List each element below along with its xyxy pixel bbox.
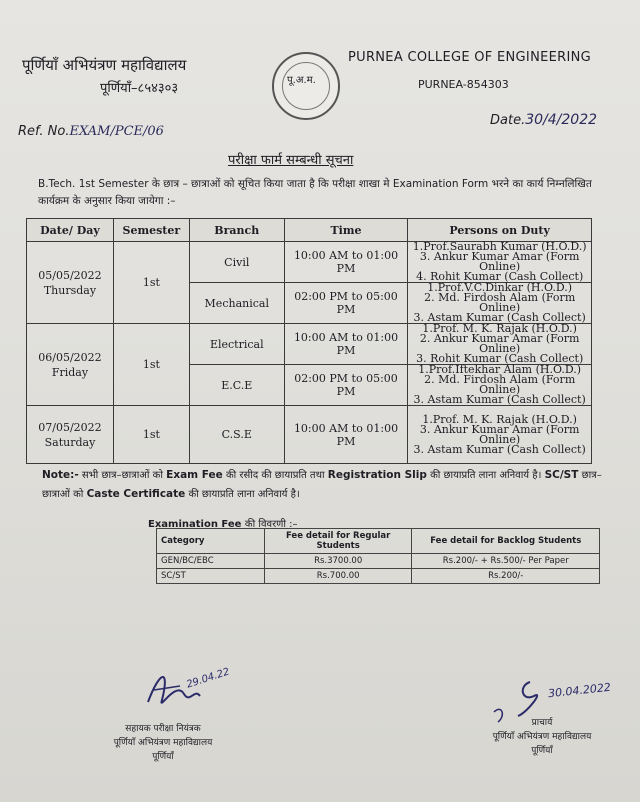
date-day-cell — [27, 242, 114, 324]
header-semester: Semester — [113, 219, 189, 242]
fee-header-backlog: Fee detail for Backlog Students — [412, 529, 600, 554]
person-line: 3. Ankur Kumar Amar (Form Online) — [419, 422, 580, 446]
person-line: 2. Md. Firdosh Alam (Form Online) — [424, 373, 576, 396]
person-line: 3. Ankur Kumar Amar (Form Online) — [419, 250, 580, 273]
semester-cell: 1st — [113, 324, 189, 406]
branch-cell: E.C.E — [189, 365, 284, 406]
fee-category: SC/ST — [157, 569, 265, 584]
person-line: 1.Prof.Saurabh Kumar (H.O.D.) — [412, 240, 587, 253]
table-row — [157, 569, 600, 584]
notice-title: परीक्षा फार्म सम्बन्धी सूचना — [228, 153, 354, 168]
table-row — [27, 406, 592, 464]
header-persons-on-duty: Persons on Duty — [408, 219, 592, 242]
date: 06/05/2022 — [38, 350, 102, 364]
fee-backlog: Rs.200/- — [412, 569, 600, 584]
time-cell: 10:00 AM to 01:00 PM — [284, 242, 408, 283]
note-text: की छायाप्रति लाना अनिवार्य है। — [188, 489, 300, 500]
date-day-cell — [27, 406, 114, 464]
left-signatory-city: पूर्णियाँ — [152, 752, 174, 762]
person-line: 2. Md. Firdosh Alam (Form Online) — [424, 291, 576, 314]
college-name-hindi: पूर्णियाँ अभियंत्रण महाविद्यालय — [22, 56, 187, 74]
day: Saturday — [44, 435, 96, 449]
logo-text: पू.अ.म. — [287, 75, 316, 86]
right-signatory-college: पूर्णियाँ अभियंत्रण महाविद्यालय — [492, 732, 592, 742]
time-cell: 10:00 AM to 01:00 PM — [284, 324, 408, 365]
fee-header-regular: Fee detail for Regular Students — [264, 529, 412, 554]
note-label: Note:- — [42, 469, 79, 481]
person-line: 3. Rohit Kumar (Cash Collect) — [416, 352, 584, 365]
header-date-day: Date/ Day — [27, 219, 114, 242]
fee-regular: Rs.700.00 — [264, 569, 412, 584]
assistant-controller-signature — [140, 660, 260, 720]
schedule-header-row — [27, 219, 592, 242]
time-cell: 02:00 PM to 05:00 PM — [284, 283, 408, 324]
ref-value: EXAM/PCE/06 — [69, 124, 164, 139]
note-text: की छायाप्रति लाना अनिवार्य है। — [430, 470, 542, 481]
persons-cell — [408, 283, 592, 324]
date: 05/05/2022 — [38, 268, 102, 282]
note-registration-slip: Registration Slip — [327, 469, 427, 481]
branch-cell: Electrical — [189, 324, 284, 365]
date-label: Date. — [490, 113, 526, 128]
note-exam-fee: Exam Fee — [166, 469, 223, 481]
right-signatory-title: प्राचार्य — [531, 718, 553, 728]
person-line: 3. Astam Kumar (Cash Collect) — [413, 393, 586, 406]
person-line: 4. Rohit Kumar (Cash Collect) — [416, 270, 584, 283]
semester-cell: 1st — [113, 242, 189, 324]
person-line: 3. Astam Kumar (Cash Collect) — [413, 442, 586, 456]
left-signature-block — [88, 722, 238, 764]
fee-header-row — [157, 529, 600, 554]
right-signature-date: 30.04.2022 — [547, 680, 612, 701]
left-signatory-college: पूर्णियाँ अभियंत्रण महाविद्यालय — [113, 738, 213, 748]
notice-intro: B.Tech. 1st Semester के छात्र – छात्राओं को सूचित किया जाता है कि परीक्षा शाखा मे Examination Form भरने का कार्य निम्नलिखित कार्यक्रम के अनुसार किया जायेगा :– — [38, 178, 592, 207]
date-day-cell — [27, 324, 114, 406]
person-line: 2. Ankur Kumar Amar (Form Online) — [419, 332, 580, 355]
persons-cell — [408, 365, 592, 406]
college-name-english: PURNEA COLLEGE OF ENGINEERING — [348, 50, 591, 65]
table-row — [27, 242, 592, 283]
branch-cell: Civil — [189, 242, 284, 283]
person-line: 3. Astam Kumar (Cash Collect) — [413, 311, 586, 324]
fee-backlog: Rs.200/- + Rs.500/- Per Paper — [412, 554, 600, 569]
city-pin-hindi: पूर्णियाँ–८५४३०३ — [100, 81, 179, 96]
reference-number — [18, 124, 164, 139]
branch-cell: C.S.E — [189, 406, 284, 464]
note-sc-st: SC/ST — [544, 469, 579, 481]
date: 07/05/2022 — [38, 420, 102, 434]
header-time: Time — [284, 219, 408, 242]
date-value: 30/4/2022 — [525, 112, 598, 128]
fee-category: GEN/BC/EBC — [157, 554, 265, 569]
day: Friday — [51, 365, 89, 379]
fee-table — [156, 528, 600, 584]
persons-cell — [408, 324, 592, 365]
note-text: सभी छात्र–छात्राओं को — [81, 470, 163, 481]
city-pin-english: PURNEA-854303 — [418, 78, 509, 91]
persons-cell — [408, 242, 592, 283]
note-caste-certificate: Caste Certificate — [86, 488, 186, 500]
header-branch: Branch — [189, 219, 284, 242]
person-line: 1.Prof.Iftekhar Alam (H.O.D.) — [418, 363, 582, 376]
ref-label: Ref. No. — [18, 124, 70, 139]
person-line: 1.Prof. M. K. Rajak (H.O.D.) — [422, 322, 577, 335]
person-line: 1.Prof. M. K. Rajak (H.O.D.) — [422, 412, 577, 426]
table-row — [157, 554, 600, 569]
right-signature-block — [472, 716, 612, 758]
exam-form-schedule-table — [26, 218, 592, 464]
day: Thursday — [43, 283, 97, 297]
college-logo — [272, 52, 340, 120]
time-cell: 02:00 PM to 05:00 PM — [284, 365, 408, 406]
notice-note — [42, 466, 602, 504]
note-text: की रसीद की छायाप्रति तथा — [225, 470, 325, 481]
fee-heading-hi: की विवरणी :– — [244, 519, 298, 530]
right-signatory-city: पूर्णियाँ — [531, 746, 553, 756]
semester-cell: 1st — [113, 406, 189, 464]
person-line: 1.Prof.V.C.Dinkar (H.O.D.) — [427, 281, 573, 294]
left-signatory-title: सहायक परीक्षा नियंत्रक — [125, 724, 201, 734]
branch-cell: Mechanical — [189, 283, 284, 324]
note-text: छात्र–छात्राओं को — [42, 470, 602, 500]
persons-cell — [408, 406, 592, 464]
notice-date — [490, 112, 597, 128]
fee-regular: Rs.3700.00 — [264, 554, 412, 569]
fee-heading-en: Examination Fee — [148, 519, 242, 530]
time-cell: 10:00 AM to 01:00 PM — [284, 406, 408, 464]
table-row — [27, 324, 592, 365]
left-signature-date: 29.04.22 — [185, 666, 231, 691]
fee-header-category: Category — [157, 529, 265, 554]
